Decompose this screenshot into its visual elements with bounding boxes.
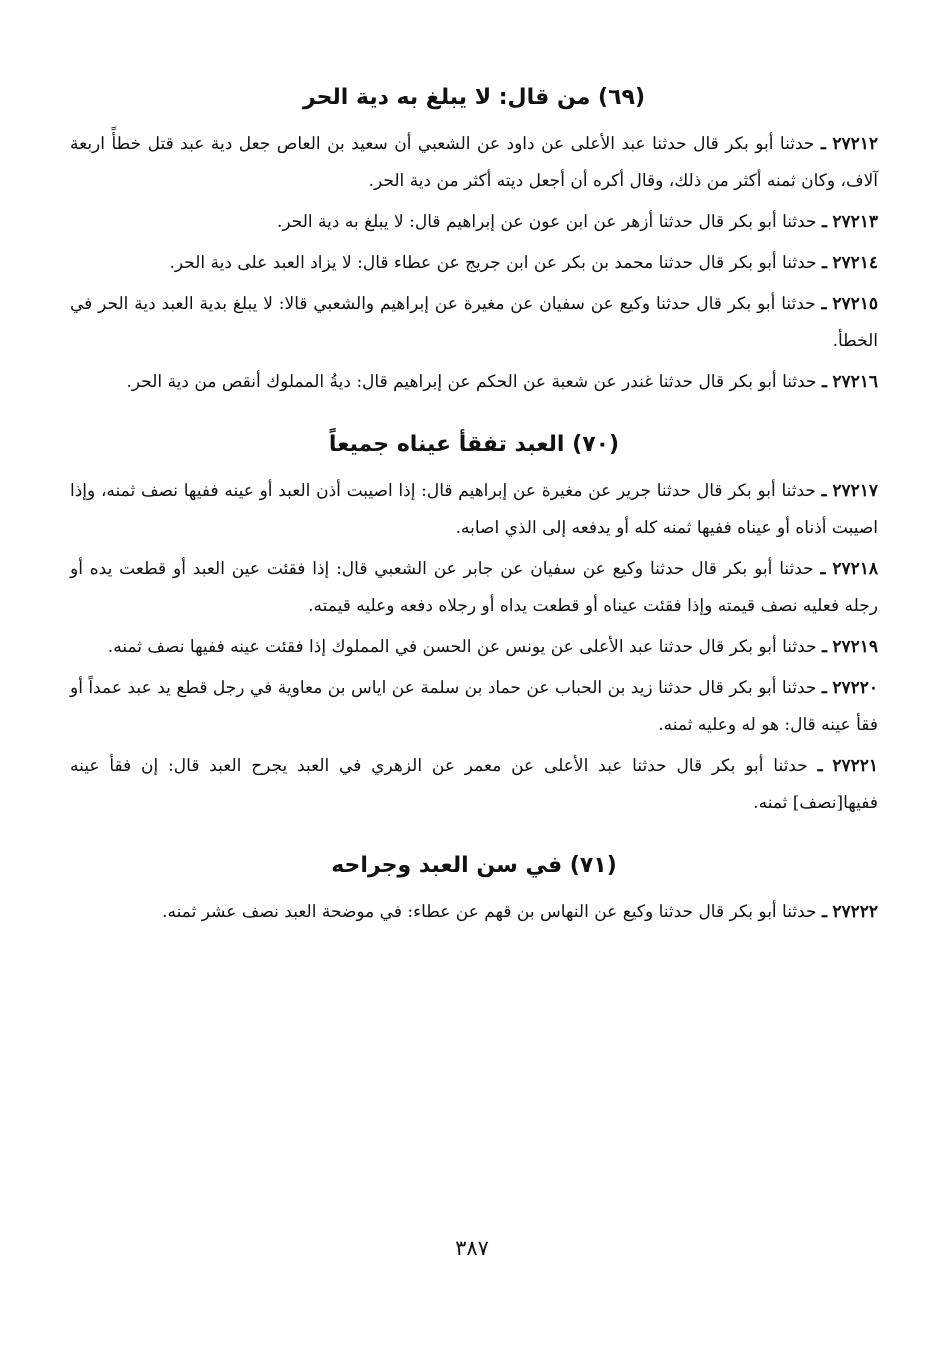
entry-dash: ـ [821, 294, 827, 314]
entry-dash: ـ [821, 678, 827, 698]
hadith-entry [70, 629, 878, 666]
hadith-entry [70, 204, 878, 241]
hadith-text: حدثنا أبو بكر قال حدثنا عبد الأعلى عن معمر عن الزهري في العبد يجرح العبد قال: إن فقأ عينه ففيها[نصف] ثمنه. [70, 756, 878, 813]
hadith-text: حدثنا أبو بكر قال حدثنا وكيع عن النهاس بن قهم عن عطاء: في موضحة العبد نصف عشر ثمنه. [162, 902, 817, 922]
entry-dash: ـ [821, 372, 827, 392]
hadith-text: حدثنا أبو بكر قال حدثنا غندر عن شعبة عن الحكم عن إبراهيم قال: ديةُ المملوك أنقص من دية الحر. [126, 372, 817, 392]
hadith-entry [70, 473, 878, 547]
page-body [70, 80, 878, 935]
hadith-text: حدثنا أبو بكر قال حدثنا عبد الأعلى عن يونس عن الحسن في المملوك إذا فقئت عينه ففيها نصف ثمنه. [107, 637, 817, 657]
section-heading: (٧٠) العبد تفقأ عيناه جميعاً [328, 432, 620, 457]
entry-dash: ـ [821, 212, 827, 232]
hadith-entry [70, 894, 878, 931]
entry-dash: ـ [821, 253, 827, 273]
hadith-entry [70, 286, 878, 360]
hadith-number: ٢٧٢٢٠ [832, 678, 878, 698]
hadith-text: حدثنا أبو بكر قال حدثنا عبد الأعلى عن داود عن الشعبي أن سعيد بن العاص جعل دية عبد قتل خطأً اربعة آلاف، وكان ثمنه أكثر من ذلك، وقال أكره أن أجعل ديته أكثر من دية الحر. [70, 134, 878, 191]
entry-dash: ـ [821, 481, 827, 501]
hadith-number: ٢٧٢١٩ [832, 637, 878, 657]
entry-dash: ـ [820, 134, 826, 154]
hadith-number: ٢٧٢١٧ [832, 481, 878, 501]
hadith-text: حدثنا أبو بكر قال حدثنا وكيع عن سفيان عن جابر عن الشعبي قال: إذا فقئت عين العبد أو قطعت يده أو رجله فعليه نصف قيمته وإذا فقئت عيناه أو قطعت يداه أو رجلاه دفعه وعليه قيمته. [70, 559, 878, 616]
entry-dash: ـ [821, 902, 827, 922]
hadith-entry [70, 551, 878, 625]
section-heading: (٧١) في سن العبد وجراحه [331, 853, 617, 878]
hadith-text: حدثنا أبو بكر قال حدثنا جرير عن مغيرة عن إبراهيم قال: إذا اصيبت أذن العبد أو عينه ففيها نصف ثمنه، وإذا اصيبت أذناه أو عيناه ففيها ثمنه كله أو يدفعه إلى الذي اصابه. [70, 481, 878, 538]
hadith-entry [70, 364, 878, 401]
hadith-number: ٢٧٢١٣ [832, 212, 878, 232]
hadith-number: ٢٧٢٢١ [832, 756, 879, 776]
section-heading: (٦٩) من قال: لا يبلغ به دية الحر [302, 85, 646, 110]
hadith-number: ٢٧٢١٦ [832, 372, 878, 392]
hadith-entry [70, 126, 878, 200]
hadith-text: حدثنا أبو بكر قال حدثنا محمد بن بكر عن ابن جريج عن عطاء قال: لا يزاد العبد على دية الحر. [169, 253, 817, 273]
hadith-number: ٢٧٢١٨ [832, 559, 878, 579]
entry-dash: ـ [817, 756, 823, 776]
hadith-number: ٢٧٢١٥ [832, 294, 879, 314]
hadith-entry [70, 245, 878, 282]
hadith-number: ٢٧٢١٢ [832, 134, 878, 154]
hadith-number: ٢٧٢٢٢ [832, 902, 878, 922]
hadith-number: ٢٧٢١٤ [832, 253, 878, 273]
hadith-text: حدثنا أبو بكر قال حدثنا أزهر عن ابن عون عن إبراهيم قال: لا يبلغ به دية الحر. [276, 212, 817, 232]
hadith-entry [70, 670, 878, 744]
hadith-entry [70, 748, 878, 822]
entry-dash: ـ [820, 559, 826, 579]
entry-dash: ـ [821, 637, 827, 657]
hadith-text: حدثنا أبو بكر قال حدثنا زيد بن الحباب عن حماد بن سلمة عن اياس بن معاوية في رجل قطع يد عبد عمداً أو فقأ عينه قال: هو له وعليه ثمنه. [70, 678, 878, 735]
page-number: ٣٨٧ [455, 1236, 489, 1260]
hadith-text: حدثنا أبو بكر قال حدثنا وكيع عن سفيان عن مغيرة عن إبراهيم والشعبي قالا: لا يبلغ بدية العبد دية الحر في الخطأ. [70, 294, 878, 351]
